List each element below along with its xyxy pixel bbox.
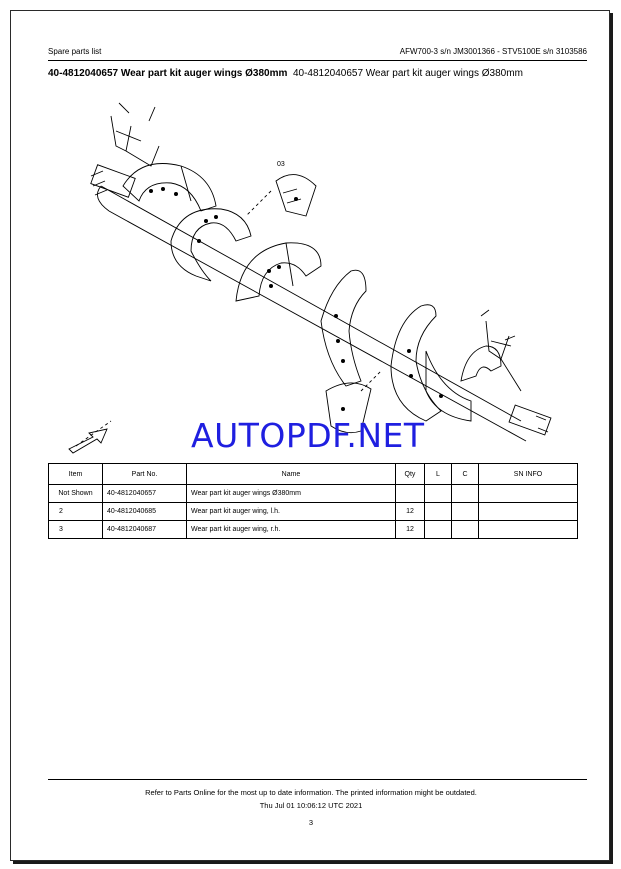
section-title <box>48 68 523 79</box>
cell-c <box>452 521 479 539</box>
cell-l <box>425 485 452 503</box>
table-row <box>49 485 578 503</box>
cell-sn-info <box>479 485 578 503</box>
cell-part-no: 40-4812040685 <box>103 503 187 521</box>
footer-divider <box>48 779 587 780</box>
cell-l <box>425 503 452 521</box>
footer-notice: Refer to Parts Online for the most up to date information. The printed information might be outdated. <box>145 788 477 797</box>
cell-sn-info <box>479 503 578 521</box>
header-machine-info: AFW700-3 s/n JM3001366 - STV5100E s/n 3103586 <box>399 47 587 56</box>
section-title-normal: 40-4812040657 Wear part kit auger wings Ø380mm <box>292 68 523 79</box>
cell-c <box>452 503 479 521</box>
col-part-no: Part No. <box>103 464 187 485</box>
cell-name: Wear part kit auger wings Ø380mm <box>187 485 396 503</box>
table-row <box>49 503 578 521</box>
page-number: 3 <box>308 818 314 827</box>
col-item: Item <box>49 464 103 485</box>
table-header-row <box>49 464 578 485</box>
cell-name: Wear part kit auger wing, l.h. <box>187 503 396 521</box>
cell-item: Not Shown <box>49 485 103 503</box>
cell-item: 3 <box>49 521 103 539</box>
header-document-type: Spare parts list <box>48 47 102 56</box>
table-row <box>49 521 578 539</box>
cell-part-no: 40-4812040657 <box>103 485 187 503</box>
footer-timestamp: Thu Jul 01 10:06:12 UTC 2021 <box>259 801 363 810</box>
cell-qty <box>396 485 425 503</box>
col-l: L <box>425 464 452 485</box>
parts-table <box>48 463 578 539</box>
header-divider <box>48 60 587 61</box>
watermark-text: AUTOPDF.NET <box>191 416 425 455</box>
cell-c <box>452 485 479 503</box>
col-sn-info: SN INFO <box>479 464 578 485</box>
col-c: C <box>452 464 479 485</box>
exploded-parts-drawing <box>31 91 591 471</box>
cell-qty: 12 <box>396 503 425 521</box>
cell-l <box>425 521 452 539</box>
callout-label: 03 <box>277 161 285 168</box>
cell-item: 2 <box>49 503 103 521</box>
col-name: Name <box>187 464 396 485</box>
cell-part-no: 40-4812040687 <box>103 521 187 539</box>
section-title-bold: 40-4812040657 Wear part kit auger wings Ø380mm <box>48 68 288 79</box>
cell-qty: 12 <box>396 521 425 539</box>
cell-name: Wear part kit auger wing, r.h. <box>187 521 396 539</box>
cell-sn-info <box>479 521 578 539</box>
col-qty: Qty <box>396 464 425 485</box>
document-page <box>10 10 610 861</box>
